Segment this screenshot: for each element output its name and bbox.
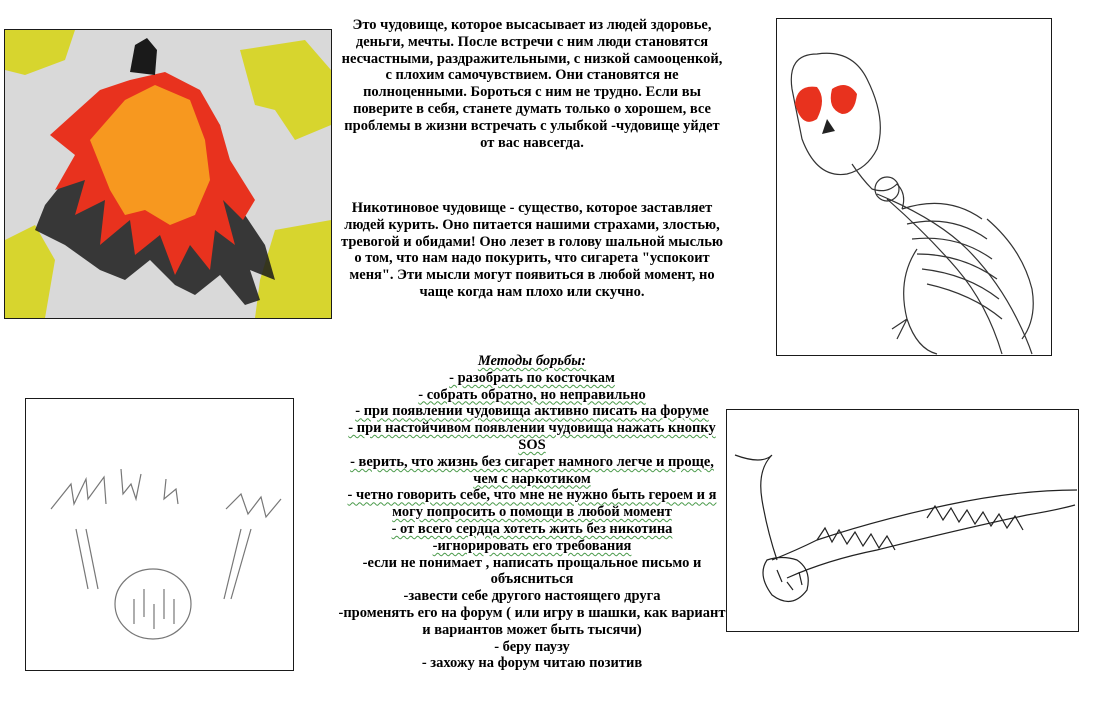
- method-item: - четно говорить себе, что мне не нужно быть героем и я могу попросить о помощи в любой момент: [347, 487, 717, 521]
- method-item: - разобрать по косточкам: [449, 369, 615, 386]
- intro-paragraph: Это чудовище, которое высасывает из людей здоровье, деньги, мечты. После встречи с ним люди становятся несчастными, раздражительными, с низкой самооценкой, с плохим самочувствием. Они становятся не полноценными. Бороться с ним не трудно. Если вы поверите в себя, станете думать только о хорошем, все проблемы в жизни встречать с улыбкой -чудовище уйдет от вас навсегда.: [341, 17, 723, 151]
- dementor-illustration: [5, 30, 331, 318]
- monster-face-drawing: [25, 398, 294, 671]
- method-item: -если не понимает , написать прощальное письмо и объясниться: [362, 554, 702, 588]
- method-item: - захожу на форум читаю позитив: [421, 655, 643, 672]
- method-item: - беру паузу: [494, 638, 570, 655]
- snake-drawing: [726, 409, 1079, 632]
- method-item: -завести себе другого настоящего друга: [403, 588, 661, 605]
- skeleton-illustration: [777, 19, 1051, 355]
- method-item: - собрать обратно, но неправильно: [418, 386, 646, 403]
- methods-section: [338, 353, 726, 672]
- dementor-drawing: [4, 29, 332, 319]
- methods-title: Методы борьбы:: [477, 353, 587, 369]
- method-item: - при настойчивом появлении чудовища нажать кнопку SOS: [348, 420, 716, 453]
- method-item: - верить, что жизнь без сигарет намного легче и проще, чем с наркотиком: [350, 453, 714, 487]
- method-item: -игнорировать его требования: [432, 537, 632, 554]
- method-item: - при появлении чудовища активно писать на форуме: [355, 403, 709, 420]
- method-item: -променять его на форум ( или игру в шашки, как вариант и вариантов может быть тысячи): [338, 604, 726, 638]
- method-item: - от всего сердца хотеть жить без никотина: [391, 520, 673, 537]
- nicotine-monster-paragraph: Никотиновое чудовище - существо, которое заставляет людей курить. Оно питается нашими страхами, злостью, тревогой и обидами! Оно лезет в голову шальной мыслью о том, что нам надо покурить, что сигарета "успокоит меня". Эти мысли могут появиться в любой момент, но чаще когда нам плохо или скучно.: [341, 200, 723, 300]
- monster-face-illustration: [26, 399, 293, 670]
- snake-illustration: [727, 410, 1078, 631]
- skeleton-drawing: [776, 18, 1052, 356]
